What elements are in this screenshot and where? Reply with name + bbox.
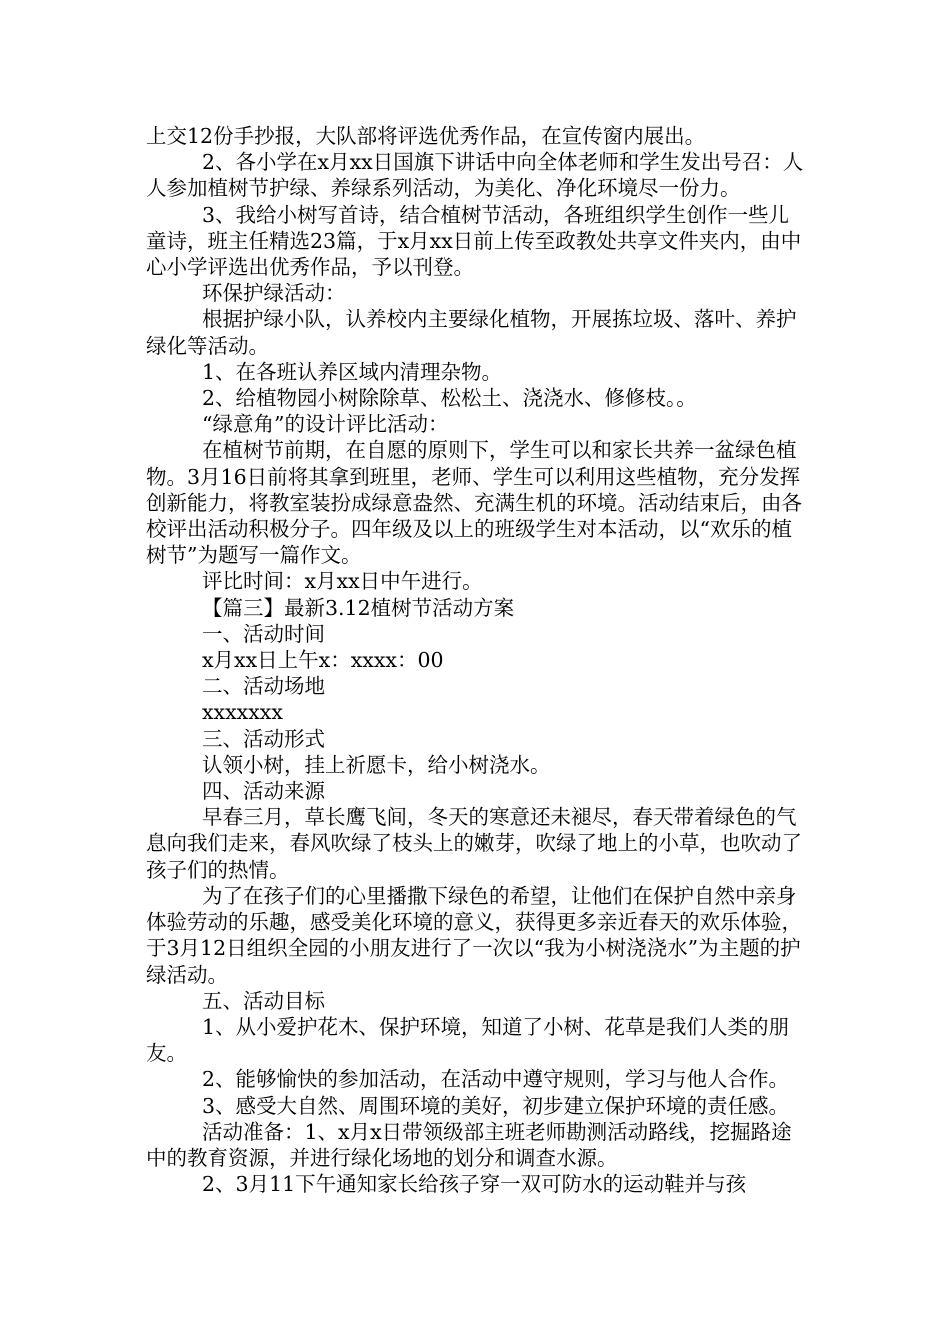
paragraph: 上交12份手抄报，大队部将评选优秀作品，在宣传窗内展出。 [146,124,706,148]
paragraph: 【篇三】最新3.12植树节活动方案 [202,595,515,620]
paragraph: 2、给植物园小树除除草、松松土、浇浇水、修修枝。。 [202,386,697,411]
paragraph: 认领小树，挂上祈愿卡，给小树浇水。 [202,752,551,777]
paragraph: 2、各小学在x月xx日国旗下讲话中向全体老师和学生发出号召：人人参加植树节护绿、养绿系列活动，为美化、净化环境尽一份力。 [146,150,804,201]
paragraph: 3、我给小树写首诗，结合植树节活动，各班组织学生创作一些儿童诗，班主任精选23篇，于x月xx日前上传至政教处共享文件夹内，由中心小学评选出优秀作品，予以刊登。 [146,202,802,280]
paragraph: 1、在各班认养区域内清理杂物。 [202,359,503,384]
paragraph: 四、活动来源 [202,779,325,804]
paragraph: 五、活动目标 [202,988,325,1013]
paragraph: 2、能够愉快的参加活动，在活动中遵守规则，学习与他人合作。 [202,1067,790,1092]
paragraph: 评比时间：x月xx日中午进行。 [202,569,483,594]
document-body [146,123,806,1197]
paragraph: 活动准备：1、x月x日带领级部主班老师勘测活动路线，挖掘路途中的教育资源，并进行绿化场地的划分和调查水源。 [146,1119,792,1170]
paragraph: 一、活动时间 [202,621,325,646]
paragraph: 3、感受大自然、周围环境的美好，初步建立保护环境的责任感。 [202,1093,790,1118]
paragraph: 1、从小爱护花木、保护环境，知道了小树、花草是我们人类的朋友。 [146,1014,790,1066]
paragraph: 在植树节前期，在自愿的原则下，学生可以和家长共养一盆绿色植物。3月16日前将其拿到班里，老师、学生可以利用这些植物，充分发挥创新能力，将教室装扮成绿意盎然、充满生机的环境。活动结束后，由各校评出活动积极分子。四年级及以上的班级学生对本活动，以“欢乐的植树节”为题写一篇作文。 [146,438,802,568]
paragraph: 早春三月，草长鹰飞间，冬天的寒意还未褪尽，春天带着绿色的气息向我们走来，春风吹绿了枝头上的嫩芽，吹绿了地上的小草，也吹动了孩子们的热情。 [146,805,802,882]
paragraph: 二、活动场地 [202,674,325,699]
paragraph: xxxxxxx [202,700,283,725]
paragraph: x月xx日上午x：xxxx：00 [202,648,444,673]
paragraph: 三、活动形式 [202,726,325,751]
paragraph: 环保护绿活动： [202,281,346,306]
paragraph: 为了在孩子们的心里播撒下绿色的希望，让他们在保护自然中亲身体验劳动的乐趣，感受美化环境的意义，获得更多亲近春天的欢乐体验，于3月12日组织全园的小朋友进行了一次以“我为小树浇浇水”为主题的护绿活动。 [146,883,802,987]
paragraph: “绿意角”的设计评比活动： [202,412,449,437]
paragraph: 根据护绿小队，认养校内主要绿化植物，开展拣垃圾、落叶、养护绿化等活动。 [146,307,797,358]
paragraph: 2、3月11下午通知家长给孩子穿一双可防水的运动鞋并与孩 [202,1172,747,1197]
